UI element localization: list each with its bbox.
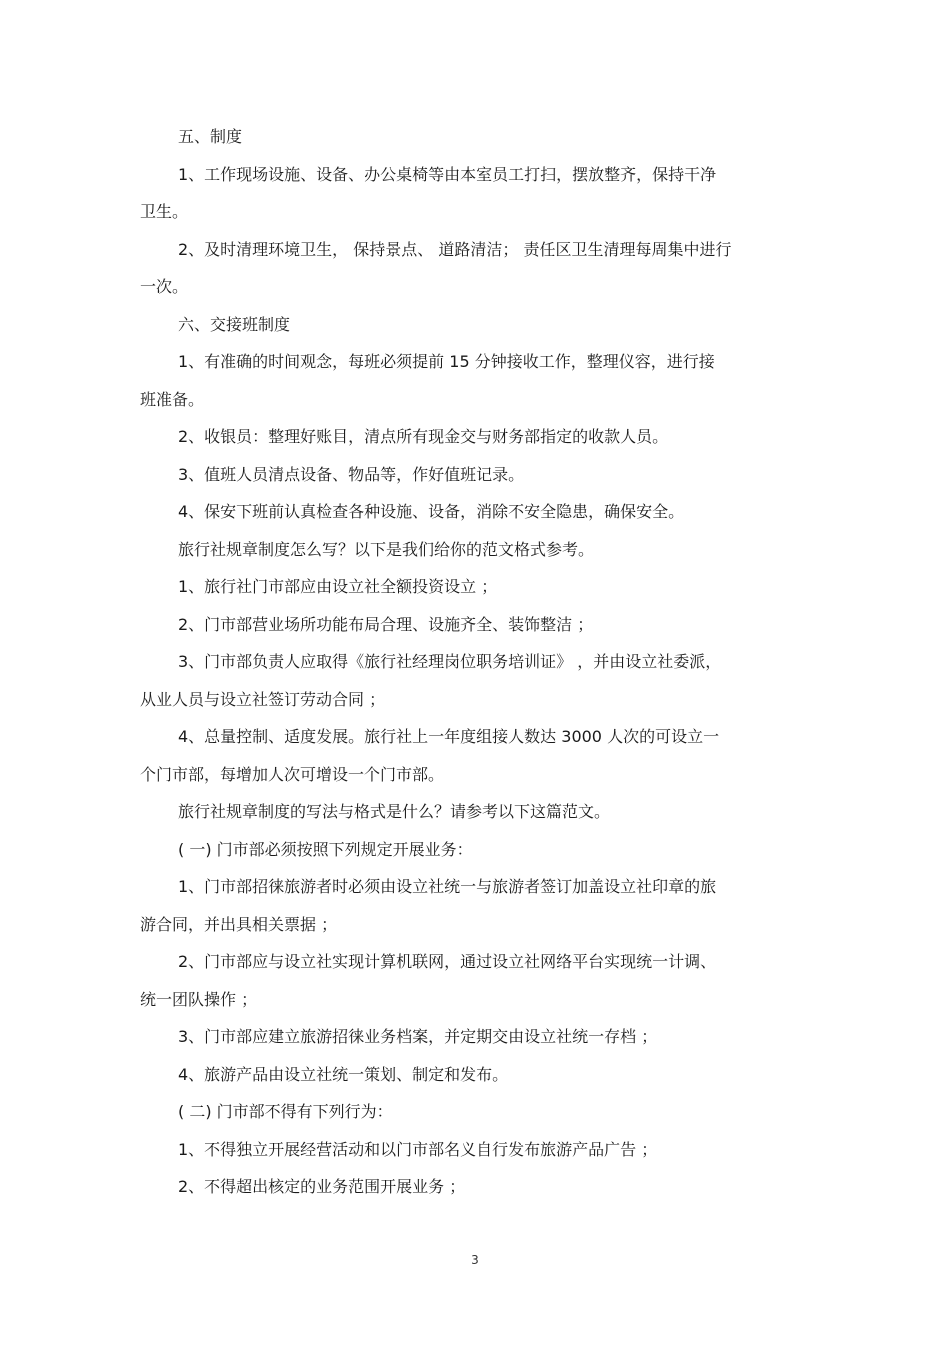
text-line: 1、旅行社门市部应由设立社全额投资设立 ； <box>178 577 498 596</box>
text-line: 个门市部，每增加人次可增设一个门市部。 <box>140 764 445 784</box>
text-line: 3、值班人员清点设备、物品等，作好值班记录。 <box>178 464 525 484</box>
text-line: 1、不得独立开展经营活动和以门市部名义自行发布旅游产品广告 ； <box>178 1139 658 1159</box>
text-line: 旅行社规章制度怎么写？以下是我们给你的范文格式参考。 <box>178 539 595 559</box>
text-line: 1、工作现场设施、设备、办公桌椅等由本室员工打扫，摆放整齐，保持干净 <box>178 164 717 184</box>
text-line: 4、总量控制、适度发展。旅行社上一年度组接人数达 3000 人次的可设立一 <box>178 727 720 746</box>
text-line: 2、门市部应与设立社实现计算机联网，通过设立社网络平台实现统一计调、 <box>178 952 717 971</box>
text-line: 游合同，并出具相关票据 ； <box>140 914 338 934</box>
text-line: 一次。 <box>140 277 189 296</box>
text-line: ( 二) 门市部不得有下列行为： <box>178 1102 393 1121</box>
text-line: 2、门市部营业场所功能布局合理、设施齐全、装饰整洁 ； <box>178 614 594 634</box>
text-line: 3、门市部负责人应取得《旅行社经理岗位职务培训证》 ，并由设立社委派， <box>178 652 722 671</box>
text-line: 3、门市部应建立旅游招徕业务档案，并定期交由设立社统一存档 ； <box>178 1027 658 1046</box>
text-line: 2、不得超出核定的业务范围开展业务 ； <box>178 1177 466 1196</box>
text-line: ( 一) 门市部必须按照下列规定开展业务： <box>178 839 473 859</box>
text-line: 2、收银员：整理好账目，清点所有现金交与财务部指定的收款人员。 <box>178 427 669 446</box>
text-line: 1、有准确的时间观念，每班必须提前 15 分钟接收工作，整理仪容，进行接 <box>178 352 715 371</box>
text-line: 五、制度 <box>178 127 243 146</box>
text-line: 六、交接班制度 <box>178 314 291 334</box>
text-line: 1、门市部招徕旅游者时必须由设立社统一与旅游者签订加盖设立社印章的旅 <box>178 877 717 896</box>
text-line: 4、保安下班前认真检查各种设施、设备，消除不安全隐患，确保安全。 <box>178 502 685 521</box>
text-line: 4、旅游产品由设立社统一策划、制定和发布。 <box>178 1064 509 1084</box>
text-line: 班准备。 <box>140 389 205 409</box>
text-line: 旅行社规章制度的写法与格式是什么？请参考以下这篇范文。 <box>178 802 611 821</box>
text-line: 统一团队操作 ； <box>140 989 258 1009</box>
text-line: 从业人员与设立社签订劳动合同 ； <box>140 689 386 709</box>
text-line: 卫生。 <box>140 202 189 221</box>
text-line: 2、及时清理环境卫生， 保持景点、 道路清洁； 责任区卫生清理每周集中进行 <box>178 239 732 259</box>
page-number: 3 <box>471 1253 479 1267</box>
document-body <box>140 118 810 1206</box>
